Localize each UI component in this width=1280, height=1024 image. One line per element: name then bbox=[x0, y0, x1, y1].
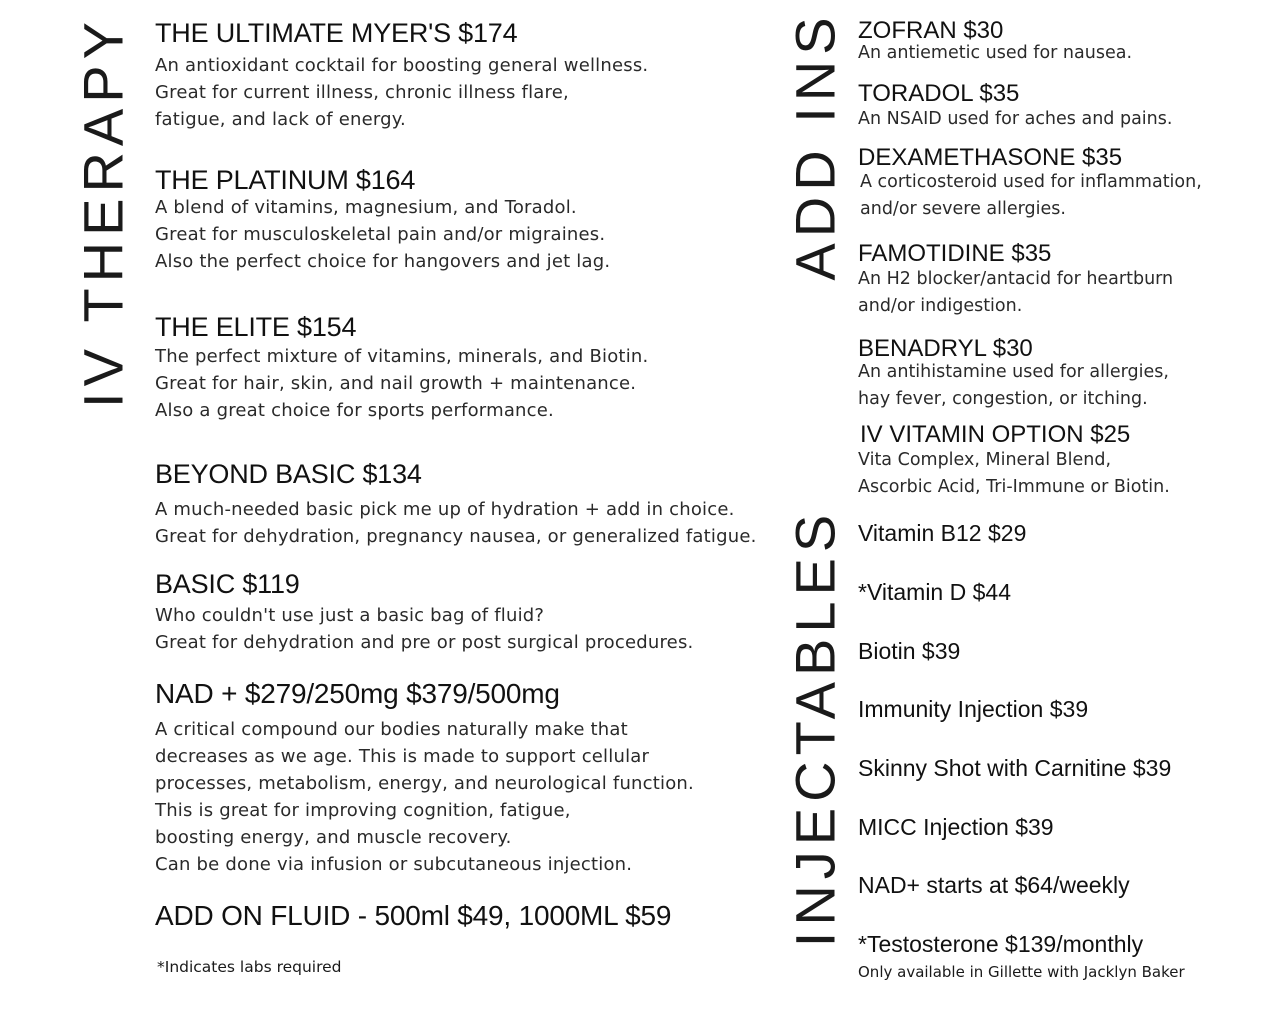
injectable-item: *Testosterone $139/monthly bbox=[858, 931, 1144, 957]
iv-item-line: Great for current illness, chronic illness flare, bbox=[155, 82, 569, 103]
injectable-item: NAD+ starts at $64/weekly bbox=[858, 872, 1130, 898]
iv-item-line: fatigue, and lack of energy. bbox=[155, 109, 406, 130]
iv-item-title: THE ELITE $154 bbox=[155, 312, 357, 342]
addin-title: ZOFRAN $30 bbox=[858, 17, 1004, 44]
addin-dexamethasone bbox=[858, 144, 1202, 223]
addin-line: and/or severe allergies. bbox=[860, 199, 1066, 219]
addin-title: BENADRYL $30 bbox=[858, 335, 1033, 362]
iv-item-line: processes, metabolism, energy, and neurological function. bbox=[155, 773, 694, 794]
addin-zofran bbox=[858, 17, 1132, 67]
iv-item-elite bbox=[155, 311, 648, 424]
iv-item-basic bbox=[155, 568, 693, 656]
iv-item-line: Great for dehydration and pre or post surgical procedures. bbox=[155, 632, 694, 653]
iv-item-line: An antioxidant cocktail for boosting general wellness. bbox=[155, 55, 649, 76]
iv-item-line: Great for dehydration, pregnancy nausea, or generalized fatigue. bbox=[155, 526, 757, 547]
iv-item-line: A much-needed basic pick me up of hydration + add in choice. bbox=[155, 499, 735, 520]
addin-line: An H2 blocker/antacid for heartburn bbox=[858, 269, 1174, 289]
addin-line: An NSAID used for aches and pains. bbox=[858, 109, 1173, 129]
iv-item-title: BASIC $119 bbox=[155, 569, 300, 599]
injectable-item: Immunity Injection $39 bbox=[858, 696, 1089, 722]
iv-therapy-heading: IV THERAPY bbox=[71, 16, 135, 408]
addin-line: and/or indigestion. bbox=[858, 296, 1023, 316]
labs-note: *Indicates labs required bbox=[157, 958, 342, 976]
iv-item-platinum bbox=[155, 164, 610, 275]
addin-line: An antihistamine used for allergies, bbox=[858, 362, 1169, 382]
iv-item-line: The perfect mixture of vitamins, minerals, and Biotin. bbox=[155, 346, 649, 367]
injectable-item: MICC Injection $39 bbox=[858, 814, 1054, 840]
iv-item-line: Also a great choice for sports performance. bbox=[155, 400, 554, 421]
injectable-item: Vitamin B12 $29 bbox=[858, 520, 1027, 546]
addin-benadryl bbox=[858, 335, 1169, 413]
addin-line: An antiemetic used for nausea. bbox=[858, 43, 1133, 63]
addin-famotidine bbox=[858, 240, 1173, 320]
add-on-fluid: ADD ON FLUID - 500ml $49, 1000ML $59 bbox=[155, 900, 672, 931]
iv-item-line: decreases as we age. This is made to support cellular bbox=[155, 746, 650, 767]
testosterone-note: Only available in Gillette with Jacklyn Baker bbox=[858, 963, 1185, 981]
injectable-item: Skinny Shot with Carnitine $39 bbox=[858, 755, 1172, 781]
injectable-item: *Vitamin D $44 bbox=[858, 579, 1011, 605]
iv-item-line: Also the perfect choice for hangovers and jet lag. bbox=[155, 251, 611, 272]
iv-item-line: A critical compound our bodies naturally make that bbox=[155, 719, 628, 740]
addin-title: TORADOL $35 bbox=[858, 80, 1020, 107]
injectables-heading: INJECTABLES bbox=[783, 508, 847, 948]
iv-item-line: Can be done via infusion or subcutaneous injection. bbox=[155, 854, 633, 875]
iv-item-line: Great for hair, skin, and nail growth + maintenance. bbox=[155, 373, 637, 394]
addin-title: IV VITAMIN OPTION $25 bbox=[860, 421, 1131, 448]
iv-item-line: This is great for improving cognition, fatigue, bbox=[155, 800, 571, 821]
addin-line: A corticosteroid used for inflammation, bbox=[860, 172, 1202, 192]
addin-line: Vita Complex, Mineral Blend, bbox=[858, 450, 1112, 470]
addin-line: hay fever, congestion, or itching. bbox=[858, 389, 1148, 409]
iv-item-title: NAD + $279/250mg $379/500mg bbox=[155, 678, 560, 709]
iv-item-line: Great for musculoskeletal pain and/or migraines. bbox=[155, 224, 606, 245]
iv-item-title: THE ULTIMATE MYER'S $174 bbox=[155, 18, 518, 48]
iv-item-line: Who couldn't use just a basic bag of fluid? bbox=[155, 605, 545, 626]
iv-item-beyond-basic bbox=[155, 458, 757, 550]
addin-iv-vitamin-option bbox=[858, 421, 1170, 501]
injectable-item: Biotin $39 bbox=[858, 638, 961, 664]
add-ins-heading: ADD INS bbox=[783, 11, 847, 281]
iv-item-title: BEYOND BASIC $134 bbox=[155, 459, 422, 489]
iv-item-title: THE PLATINUM $164 bbox=[155, 165, 416, 195]
addin-toradol bbox=[858, 80, 1172, 133]
addin-title: DEXAMETHASONE $35 bbox=[858, 144, 1123, 171]
addin-line: Ascorbic Acid, Tri-Immune or Biotin. bbox=[858, 477, 1170, 497]
iv-item-ultimate-myers bbox=[155, 17, 648, 133]
iv-item-line: boosting energy, and muscle recovery. bbox=[155, 827, 512, 848]
addin-title: FAMOTIDINE $35 bbox=[858, 240, 1052, 267]
iv-item-nad bbox=[155, 678, 694, 878]
iv-item-line: A blend of vitamins, magnesium, and Toradol. bbox=[155, 197, 577, 218]
